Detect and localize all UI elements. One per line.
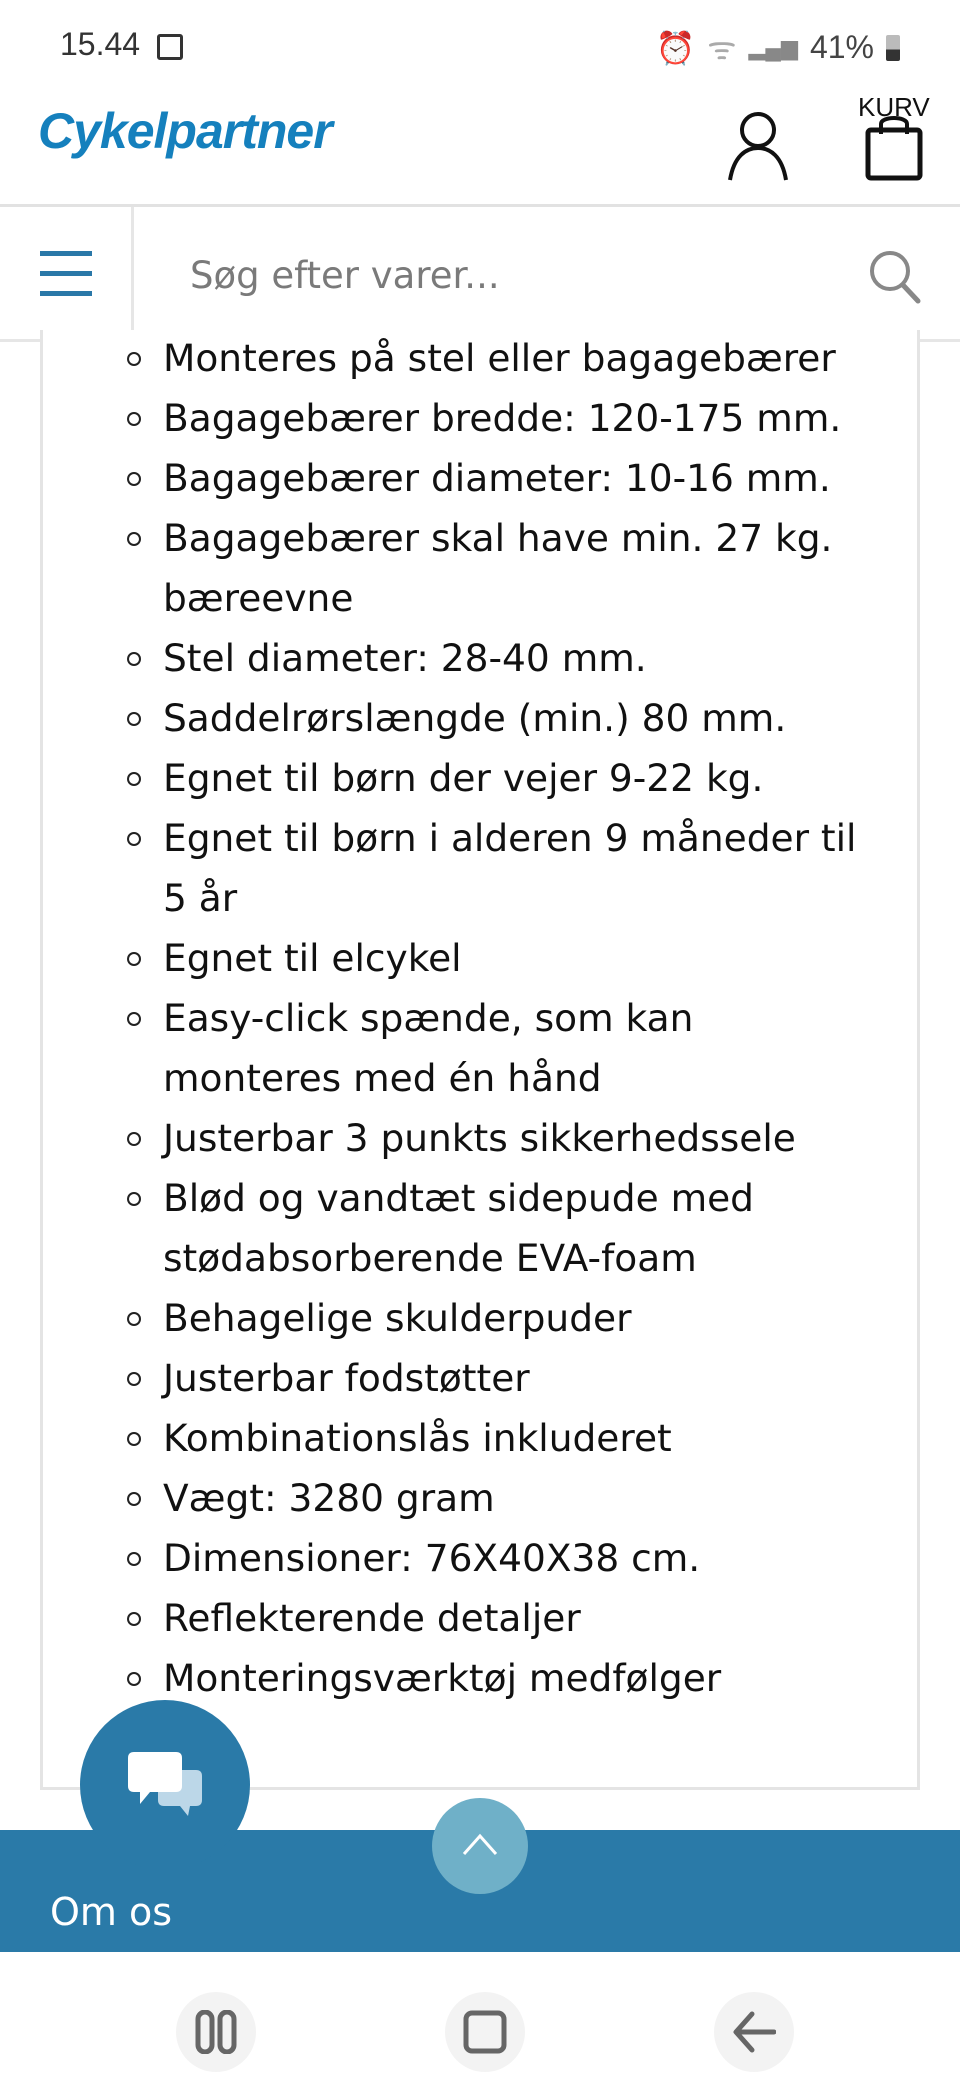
list-item: Kombinationslås inkluderet (163, 1408, 883, 1468)
list-item: Justerbar 3 punkts sikkerhedssele (163, 1108, 883, 1168)
list-item: Blød og vandtæt sidepude med stødabsorberende EVA-foam (163, 1168, 883, 1288)
list-item: Reflekterende detaljer (163, 1588, 883, 1648)
list-item: Bagagebærer bredde: 120-175 mm. (163, 388, 883, 448)
list-item: Egnet til elcykel (163, 928, 883, 988)
list-item: Dimensioner: 76X40X38 cm. (163, 1528, 883, 1588)
bullet-icon (127, 772, 141, 786)
back-arrow-icon (732, 2010, 776, 2054)
bullet-icon (127, 952, 141, 966)
chat-button[interactable] (80, 1700, 250, 1870)
user-icon[interactable] (726, 108, 790, 182)
status-indicators (655, 26, 900, 69)
feature-list (163, 328, 883, 1708)
alarm-icon: ⏰ (655, 29, 696, 66)
bullet-icon (127, 1372, 141, 1386)
bullet-icon (127, 1012, 141, 1026)
bullet-icon (127, 472, 141, 486)
list-item: Bagagebærer diameter: 10-16 mm. (163, 448, 883, 508)
cart-label: KURV (858, 92, 930, 122)
search-bar (0, 207, 960, 342)
chevron-up-icon (460, 1826, 500, 1866)
home-button[interactable] (445, 1992, 525, 2072)
bullet-icon (127, 532, 141, 546)
list-item: Monteres på stel eller bagagebærer (163, 328, 883, 388)
bullet-icon (127, 412, 141, 426)
bullet-icon (127, 652, 141, 666)
android-nav-bar (0, 1952, 960, 2080)
list-item: Saddelrørslængde (min.) 80 mm. (163, 688, 883, 748)
bullet-icon (127, 1192, 141, 1206)
image-icon (157, 34, 183, 60)
bullet-icon (127, 1492, 141, 1506)
search-input[interactable] (190, 245, 830, 305)
bullet-icon (127, 352, 141, 366)
recent-apps-button[interactable] (176, 1992, 256, 2072)
logo[interactable]: Cykelpartner (38, 103, 332, 159)
list-item: Egnet til børn i alderen 9 måneder til 5 år (163, 808, 883, 928)
site-header (0, 90, 960, 207)
bullet-icon (127, 1552, 141, 1566)
list-item: Egnet til børn der vejer 9-22 kg. (163, 748, 883, 808)
back-button[interactable] (714, 1992, 794, 2072)
list-item: Vægt: 3280 gram (163, 1468, 883, 1528)
footer-link-about[interactable]: Om os (50, 1890, 173, 1934)
bullet-icon (127, 1612, 141, 1626)
bullet-icon (127, 1672, 141, 1686)
status-time: 15.44 (60, 26, 141, 62)
list-item: Behagelige skulderpuder (163, 1288, 883, 1348)
recent-apps-icon (194, 2010, 238, 2054)
bullet-icon (127, 1432, 141, 1446)
bullet-icon (127, 1312, 141, 1326)
home-icon (463, 2010, 507, 2054)
bullet-icon (127, 712, 141, 726)
cart-button[interactable] (858, 90, 928, 190)
list-item: Bagagebærer skal have min. 27 kg. bæreevne (163, 508, 883, 628)
signal-icon: ▂▄▆ (748, 34, 798, 60)
list-item: Monteringsværktøj medfølger (163, 1648, 883, 1708)
bullet-icon (127, 1132, 141, 1146)
wifi-icon: ᯤ (707, 30, 737, 66)
hamburger-menu-icon[interactable] (0, 207, 134, 339)
status-bar (0, 0, 960, 90)
bullet-icon (127, 832, 141, 846)
list-item: Stel diameter: 28-40 mm. (163, 628, 883, 688)
scroll-to-top-button[interactable] (432, 1798, 528, 1894)
battery-icon (886, 35, 900, 61)
list-item: Easy-click spænde, som kan monteres med én hånd (163, 988, 883, 1108)
battery-percent: 41% (809, 29, 874, 65)
chat-bubbles-icon (128, 1750, 204, 1820)
list-item: Justerbar fodstøtter (163, 1348, 883, 1408)
search-icon[interactable] (868, 249, 922, 305)
